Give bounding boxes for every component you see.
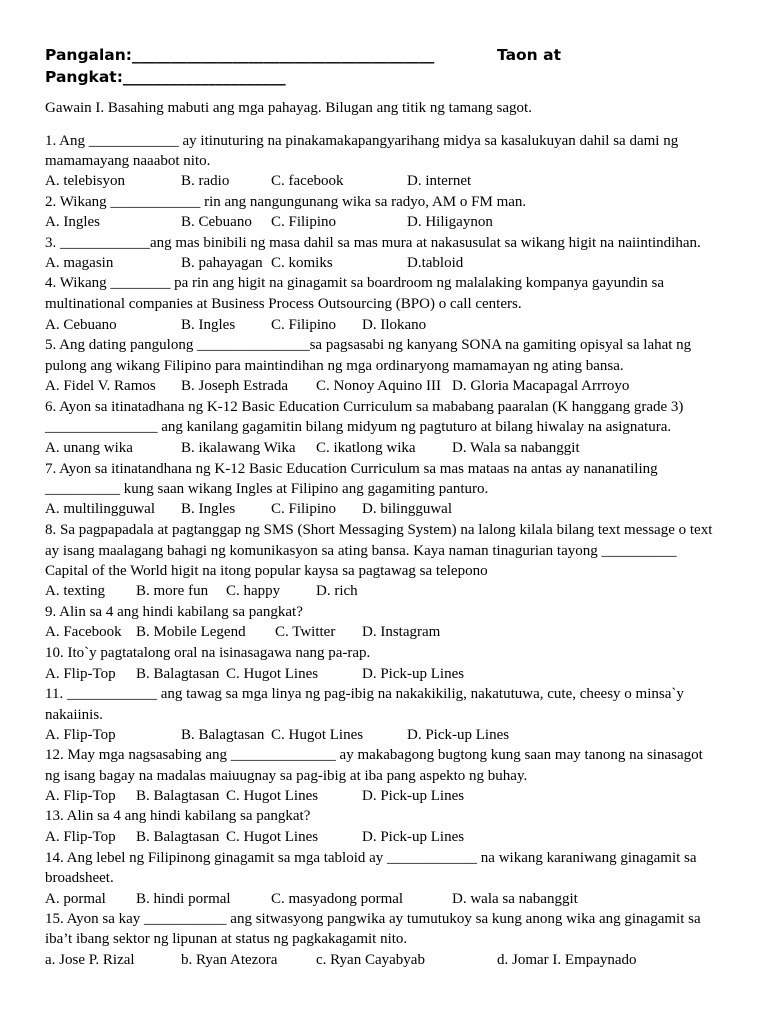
question-12-text-line: ng isang bagay na madalas maiuugnay sa pag-ibig at iba pang aspekto ng buhay. bbox=[45, 768, 528, 784]
question-13-option-d[interactable]: D. Pick-up Lines bbox=[362, 829, 465, 845]
question-2-option-c[interactable]: C. Filipino bbox=[271, 214, 337, 230]
question-6-text-line: 6. Ayon sa itinatadhana ng K-12 Basic Education Curriculum sa mababang paaralan (K hanggang grade 3) bbox=[45, 399, 684, 415]
question-4-text-line: 4. Wikang ________ pa rin ang higit na ginagamit sa boardroom ng malalaking kompanya gayundin sa bbox=[45, 275, 664, 291]
question-2-option-b[interactable]: B. Cebuano bbox=[181, 214, 252, 230]
question-7-option-d[interactable]: D. bilingguwal bbox=[362, 501, 452, 517]
question-2-option-d[interactable]: D. Hiligaynon bbox=[407, 214, 493, 230]
question-2-option-a[interactable]: A. Ingles bbox=[45, 214, 100, 230]
question-7-option-c[interactable]: C. Filipino bbox=[271, 501, 337, 517]
question-14-option-b[interactable]: B. hindi pormal bbox=[136, 891, 231, 907]
question-11-option-a[interactable]: A. Flip-Top bbox=[45, 727, 116, 743]
question-12-option-c[interactable]: C. Hugot Lines bbox=[226, 788, 319, 804]
question-9-option-a[interactable]: A. Facebook bbox=[45, 624, 122, 640]
question-7-text-line: __________ kung saan wikang Ingles at Filipino ang gagamiting panturo. bbox=[45, 481, 489, 497]
question-13-option-b[interactable]: B. Balagtasan bbox=[136, 829, 220, 845]
question-11-option-c[interactable]: C. Hugot Lines bbox=[271, 727, 364, 743]
question-10-option-c[interactable]: C. Hugot Lines bbox=[226, 666, 319, 682]
section-label: Taon at bbox=[497, 46, 561, 64]
question-5-text-line: pulong ang wikang Filipino para maintindihan ng mga ordinaryong mamamayan ng ating bansa. bbox=[45, 358, 624, 374]
question-15-option-b[interactable]: b. Ryan Atezora bbox=[181, 952, 278, 968]
question-10-option-a[interactable]: A. Flip-Top bbox=[45, 666, 116, 682]
question-3-option-b[interactable]: B. pahayagan bbox=[181, 255, 263, 271]
question-7-option-a[interactable]: A. multilingguwal bbox=[45, 501, 155, 517]
question-15-option-c[interactable]: c. Ryan Cayabyab bbox=[316, 952, 425, 968]
question-1-option-b[interactable]: B. radio bbox=[181, 173, 230, 189]
question-1-text-line: mamamayang naaabot nito. bbox=[45, 153, 211, 169]
question-12-option-b[interactable]: B. Balagtasan bbox=[136, 788, 220, 804]
question-8-option-c[interactable]: C. happy bbox=[226, 583, 281, 599]
question-4-text-line: multinational companies at Business Process Outsourcing (BPO) o call centers. bbox=[45, 296, 522, 312]
question-5-option-b[interactable]: B. Joseph Estrada bbox=[181, 378, 289, 394]
question-15-text-line: 15. Ayon sa kay ___________ ang sitwasyong pangwika ay tumutukoy sa kung anong wika ang ginagamit sa bbox=[45, 911, 701, 927]
question-8-text-line: 8. Sa pagpapadala at pagtanggap ng SMS (Short Messaging System) na lalong kilala bilang text message o text bbox=[45, 522, 713, 538]
question-14-text-line: 14. Ang lebel ng Filipinong ginagamit sa mga tabloid ay ____________ na wikang karaniwang ginagamit sa bbox=[45, 850, 697, 866]
question-1-option-c[interactable]: C. facebook bbox=[271, 173, 344, 189]
question-11-option-b[interactable]: B. Balagtasan bbox=[181, 727, 265, 743]
question-12-option-a[interactable]: A. Flip-Top bbox=[45, 788, 116, 804]
question-3-option-d[interactable]: D.tabloid bbox=[407, 255, 464, 271]
question-15-option-d[interactable]: d. Jomar I. Empaynado bbox=[497, 952, 637, 968]
question-5-option-d[interactable]: D. Gloria Macapagal Arrroyo bbox=[452, 378, 630, 394]
question-5-option-c[interactable]: C. Nonoy Aquino III bbox=[316, 378, 441, 394]
question-5-text-line: 5. Ang dating pangulong _______________sa pagsasabi ng kanyang SONA na gamiting opisyal sa lahat ng bbox=[45, 337, 692, 353]
question-15-option-a[interactable]: a. Jose P. Rizal bbox=[45, 952, 135, 968]
question-9-option-c[interactable]: C. Twitter bbox=[275, 624, 336, 640]
question-8-option-b[interactable]: B. more fun bbox=[136, 583, 209, 599]
question-11-text-line: 11. ____________ ang tawag sa mga linya ng pag-ibig na nakakikilig, nakatutuwa, cute, cheesy o minsa`y bbox=[45, 686, 684, 702]
question-6-text-line: _______________ ang kanilang gagamitin bilang midyum ng pagtuturo at bilang hiwalay na asignatura. bbox=[45, 419, 672, 435]
question-3-option-c[interactable]: C. komiks bbox=[271, 255, 333, 271]
question-1-option-a[interactable]: A. telebisyon bbox=[45, 173, 125, 189]
question-6-option-d[interactable]: D. Wala sa nabanggit bbox=[452, 440, 580, 456]
question-6-option-b[interactable]: B. ikalawang Wika bbox=[181, 440, 296, 456]
question-15-text-line: iba’t ibang sektor ng lipunan at status ng pagkakagamit nito. bbox=[45, 931, 408, 947]
question-10-option-b[interactable]: B. Balagtasan bbox=[136, 666, 220, 682]
question-5-option-a[interactable]: A. Fidel V. Ramos bbox=[45, 378, 156, 394]
question-1-option-d[interactable]: D. internet bbox=[407, 173, 472, 189]
question-14-option-d[interactable]: D. wala sa nabanggit bbox=[452, 891, 578, 907]
question-9-text-line: 9. Alin sa 4 ang hindi kabilang sa pangkat? bbox=[45, 604, 303, 620]
question-14-option-c[interactable]: C. masyadong pormal bbox=[271, 891, 404, 907]
question-14-option-a[interactable]: A. pormal bbox=[45, 891, 106, 907]
question-6-option-c[interactable]: C. ikatlong wika bbox=[316, 440, 416, 456]
question-2-text-line: 2. Wikang ____________ rin ang nangungunang wika sa radyo, AM o FM man. bbox=[45, 194, 527, 210]
question-10-option-d[interactable]: D. Pick-up Lines bbox=[362, 666, 465, 682]
question-8-text-line: Capital of the World higit na itong popular kaysa sa pagtawag sa telepono bbox=[45, 563, 488, 579]
question-12-option-d[interactable]: D. Pick-up Lines bbox=[362, 788, 465, 804]
question-7-option-b[interactable]: B. Ingles bbox=[181, 501, 236, 517]
question-13-option-c[interactable]: C. Hugot Lines bbox=[226, 829, 319, 845]
question-9-option-b[interactable]: B. Mobile Legend bbox=[136, 624, 246, 640]
question-4-option-a[interactable]: A. Cebuano bbox=[45, 317, 117, 333]
question-4-option-b[interactable]: B. Ingles bbox=[181, 317, 236, 333]
question-12-text-line: 12. May mga nagsasabing ang ______________ ay makabagong bugtong kung saan may tanong na sinasagot bbox=[45, 747, 703, 763]
question-8-option-a[interactable]: A. texting bbox=[45, 583, 105, 599]
question-14-text-line: broadsheet. bbox=[45, 870, 114, 886]
question-13-text-line: 13. Alin sa 4 ang hindi kabilang sa pangkat? bbox=[45, 808, 311, 824]
question-11-option-d[interactable]: D. Pick-up Lines bbox=[407, 727, 510, 743]
section-label-2: Pangkat:_____________________ bbox=[45, 68, 286, 86]
question-7-text-line: 7. Ayon sa itinatandhana ng K-12 Basic Education Curriculum sa mas mataas na antas ay nananatiling bbox=[45, 461, 658, 477]
instruction: Gawain I. Basahing mabuti ang mga pahayag. Bilugan ang titik ng tamang sagot. bbox=[45, 100, 532, 116]
question-6-option-a[interactable]: A. unang wika bbox=[45, 440, 133, 456]
question-8-option-d[interactable]: D. rich bbox=[316, 583, 358, 599]
question-4-option-d[interactable]: D. Ilokano bbox=[362, 317, 427, 333]
question-9-option-d[interactable]: D. Instagram bbox=[362, 624, 441, 640]
name-label: Pangalan:_______________________________________ bbox=[45, 46, 435, 64]
question-3-text-line: 3. ____________ang mas binibili ng masa dahil sa mas mura at nakasusulat sa wikang higit na naiintindihan. bbox=[45, 235, 701, 251]
question-3-option-a[interactable]: A. magasin bbox=[45, 255, 114, 271]
question-13-option-a[interactable]: A. Flip-Top bbox=[45, 829, 116, 845]
question-1-text-line: 1. Ang ____________ ay itinuturing na pinakamakapangyarihang midya sa kasalukuyan dahil sa dami ng bbox=[45, 133, 679, 149]
question-4-option-c[interactable]: C. Filipino bbox=[271, 317, 337, 333]
question-10-text-line: 10. Ito`y pagtatalong oral na isinasagawa nang pa-rap. bbox=[45, 645, 371, 661]
question-11-text-line: nakaiinis. bbox=[45, 707, 103, 723]
question-8-text-line: ay isang maalagang bahagi ng komunikasyon sa ating bansa. Kaya naman tinagurian tayong __________ bbox=[45, 543, 677, 559]
